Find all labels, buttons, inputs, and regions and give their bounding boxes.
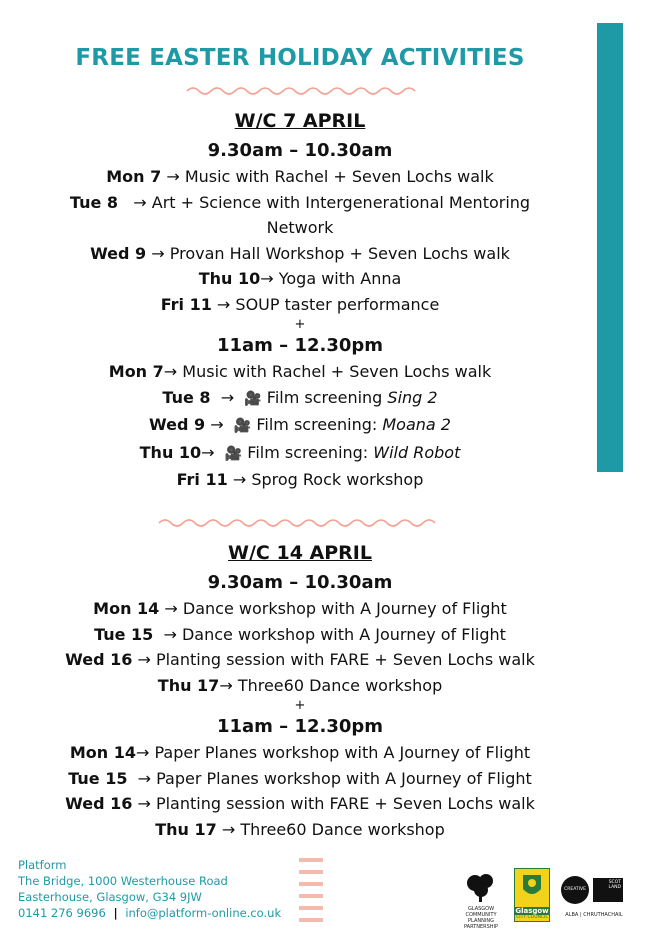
list-item: Thu 10→ 🎥 Film screening: Wild Robot <box>139 442 461 462</box>
week1-heading: W/C 7 APRIL <box>234 110 366 132</box>
crest-icon <box>515 869 549 903</box>
list-item: Tue 15 → Paper Planes workshop with A Journey of Flight <box>68 768 532 788</box>
teal-side-bar <box>597 23 623 472</box>
list-item: Wed 16 → Planting session with FARE + Seven Lochs walk <box>65 650 535 669</box>
footer-org: Platform <box>18 858 67 872</box>
list-item: Mon 7 → Music with Rachel + Seven Lochs walk <box>106 167 494 186</box>
film-camera-icon: 🎥 <box>233 418 252 434</box>
list-item: Fri 11 → SOUP taster performance <box>160 294 440 314</box>
list-item: Thu 17→ Three60 Dance workshop <box>157 675 443 695</box>
page-title: FREE EASTER HOLIDAY ACTIVITIES <box>75 45 525 71</box>
list-item: Thu 17 → Three60 Dance workshop <box>155 819 445 839</box>
list-item: Mon 14→ Paper Planes workshop with A Journey of Flight <box>69 743 531 762</box>
list-item: Tue 8 → Art + Science with Intergenerational Mentoring Network <box>69 192 531 237</box>
stripe-decoration <box>299 858 323 930</box>
film-camera-icon: 🎥 <box>244 390 262 407</box>
film-camera-icon: 🎥 <box>224 445 243 462</box>
plus-separator: + <box>294 698 306 713</box>
gcpp-logo: GLASGOW COMMUNITY PLANNING PARTNERSHIP <box>458 872 504 930</box>
footer-address-line2: Easterhouse, Glasgow, G34 9JW <box>18 890 202 904</box>
wave-divider-2 <box>157 516 441 530</box>
creative-scotland-logo: CREATIVE SCOT LAND ALBA | CHRUTHACHAIL <box>561 876 627 924</box>
week1-section <box>0 108 600 493</box>
wave-divider-1 <box>185 84 417 98</box>
list-item: Tue 15 → Dance workshop with A Journey of Flight <box>94 624 506 644</box>
list-item: Wed 9 → 🎥 Film screening: Moana 2 <box>149 415 451 434</box>
tree-logo-icon <box>458 872 504 902</box>
week2-section <box>0 540 600 842</box>
week1-session2-time: 11am – 12.30pm <box>216 335 384 356</box>
list-item: Mon 7→ Music with Rachel + Seven Lochs walk <box>108 362 492 381</box>
list-item: Tue 8 → 🎥 Film screening Sing 2 <box>162 387 438 407</box>
footer-contact: 0141 276 9696 | info@platform-online.co.uk <box>18 906 282 920</box>
week2-session1-time: 9.30am – 10.30am <box>207 572 393 593</box>
week2-heading: W/C 14 APRIL <box>228 542 372 564</box>
footer-email[interactable]: info@platform-online.co.uk <box>125 906 282 920</box>
plus-separator: + <box>294 317 306 332</box>
week1-session1-time: 9.30am – 10.30am <box>207 140 393 161</box>
list-item: Fri 11 → Sprog Rock workshop <box>176 470 424 489</box>
footer-address <box>18 857 281 921</box>
list-item: Mon 14 → Dance workshop with A Journey of Flight <box>93 599 507 618</box>
glasgow-city-council-logo: Glasgow CITY COUNCIL <box>514 868 550 922</box>
footer-address-line1: The Bridge, 1000 Westerhouse Road <box>18 874 228 888</box>
list-item: Thu 10→ Yoga with Anna <box>198 269 402 288</box>
footer-phone[interactable]: 0141 276 9696 <box>18 906 106 920</box>
list-item: Wed 16 → Planting session with FARE + Seven Lochs walk <box>65 794 535 813</box>
list-item: Wed 9 → Provan Hall Workshop + Seven Lochs walk <box>90 243 510 263</box>
week2-session2-time: 11am – 12.30pm <box>216 716 384 737</box>
